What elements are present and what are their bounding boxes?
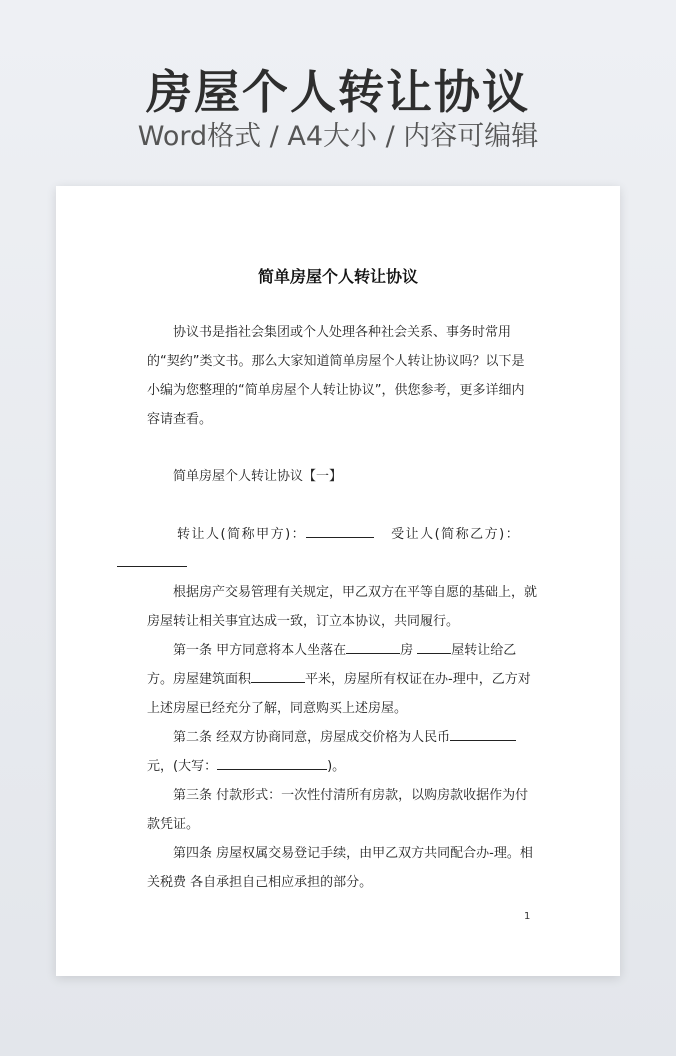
article-4: 第四条 房屋权属交易登记手续，由甲乙双方共同配合办-理。相关税费 各自承担自己相应承担的部分。 — [147, 846, 533, 890]
banner-title: 房屋个人转让协议 — [146, 65, 530, 119]
article-2-text-b: 元，(大写： — [147, 759, 218, 774]
paragraph-1: 根据房产交易管理有关规定，甲乙双方在平等自愿的基础上，就房屋转让相关事宜达成一致，订立本协议，共同履行。 — [147, 585, 538, 629]
page-number: 1 — [524, 911, 531, 922]
article-1-text-b: 房 — [400, 643, 414, 658]
document-page — [56, 186, 620, 976]
parties-line — [147, 520, 537, 578]
blank-field — [346, 639, 400, 654]
intro-paragraph: 协议书是指社会集团或个人处理各种社会关系、事务时常用的“契约”类文书。那么大家知道简单房屋个人转让协议吗？以下是小编为您整理的“简单房屋个人转让协议”，供您参考，更多详细内容请查看。 — [147, 325, 525, 427]
article-2-text-c: )。 — [327, 759, 346, 774]
article-1-text-d: 平米，房屋所有权证在办-理中，乙方对上述房屋已经充分了解，同意购买上述房屋。 — [147, 672, 531, 716]
article-1-text-c: 屋转让给乙方。房屋建筑面积 — [147, 643, 517, 687]
blank-field — [251, 668, 305, 683]
article-2 — [147, 723, 537, 781]
article-2-text-a: 第二条 经双方协商同意，房屋成交价格为人民币 — [173, 730, 451, 745]
blank-field — [450, 726, 516, 741]
document-title: 简单房屋个人转让协议 — [257, 267, 418, 286]
blank-field — [417, 639, 451, 654]
blank-field — [217, 755, 327, 770]
article-1 — [147, 636, 537, 723]
transferor-label: 转让人(简称甲方)： — [177, 527, 307, 542]
banner-subtitle: Word格式 / A4大小 / 内容可编辑 — [137, 121, 539, 152]
article-3: 第三条 付款形式：一次性付清所有房款，以购房款收据作为付款凭证。 — [147, 788, 529, 832]
blank-field — [306, 523, 374, 538]
section-heading: 简单房屋个人转让协议【一】 — [173, 469, 343, 484]
blank-field — [117, 552, 187, 567]
transferee-label: 受让人(简称乙方)： — [391, 527, 521, 542]
article-1-text-a: 第一条 甲方同意将本人坐落在 — [173, 643, 347, 658]
